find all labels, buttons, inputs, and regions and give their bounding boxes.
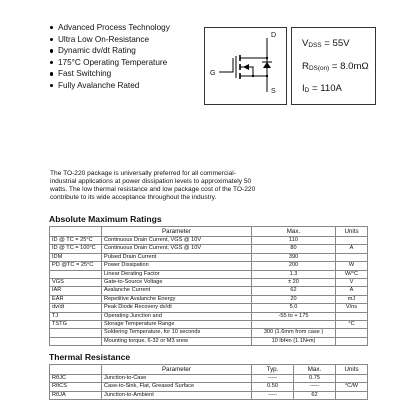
table-row (50, 245, 368, 253)
table-row (50, 329, 368, 337)
table-cell: 110 (252, 237, 336, 245)
table-row (50, 287, 368, 295)
bullet-icon (50, 49, 53, 52)
table-cell: W (336, 262, 368, 270)
table-cell: 300 (1.6mm from case ) (252, 329, 336, 337)
table-cell: V/ns (336, 304, 368, 312)
table-row (50, 312, 368, 320)
table-cell: Junction-to-Case (102, 375, 252, 383)
table-cell: 1.3 (252, 270, 336, 278)
id-spec (302, 83, 342, 94)
table-cell (336, 237, 368, 245)
table-row (50, 321, 368, 329)
table-cell: W/°C (336, 270, 368, 278)
table-cell: Power Dissipation (102, 262, 252, 270)
table-row (50, 279, 368, 287)
table-cell: 62 (294, 391, 336, 399)
feature-text: Advanced Process Technology (58, 23, 170, 32)
table-cell (336, 253, 368, 261)
feature-list (50, 22, 170, 92)
list-item (50, 57, 170, 69)
feature-text: Dynamic dv/dt Rating (58, 46, 136, 56)
table-cell: ID @ TC = 100°C (50, 245, 102, 253)
table-row (50, 337, 368, 345)
rds-subscript: DS(on) (308, 65, 330, 72)
table-cell: 10 lbf•in (1.1N•m) (252, 337, 336, 345)
id-subscript: D (304, 87, 310, 94)
id-value: = 110A (309, 83, 342, 94)
table-cell: 62 (252, 287, 336, 295)
table-header: Units (336, 365, 368, 375)
table-row (50, 383, 368, 391)
table-cell: Continuous Drain Current, VGS @ 10V (102, 245, 252, 253)
table-cell: 200 (252, 262, 336, 270)
table-cell (336, 337, 368, 345)
abs-max-title: Absolute Maximum Ratings (49, 214, 162, 224)
table-cell: °C/W (336, 383, 368, 391)
gate-label: G (210, 70, 216, 77)
table-cell: Avalanche Current (102, 287, 252, 295)
thermal-table (49, 364, 368, 400)
key-spec-box (291, 27, 376, 105)
table-cell: ----- (252, 375, 294, 383)
bullet-icon (50, 61, 53, 64)
table-cell: IDM (50, 253, 102, 261)
table-cell (50, 337, 102, 345)
table-cell: Linear Derating Factor (102, 270, 252, 278)
table-cell: Pulsed Drain Current (102, 253, 252, 261)
bullet-icon (50, 72, 53, 75)
table-cell: Junction-to-Ambient (102, 391, 252, 399)
table-cell: 390 (252, 253, 336, 261)
table-cell: PD @TC = 25°C (50, 262, 102, 270)
feature-text: Fast Switching (58, 69, 112, 79)
bullet-icon (50, 38, 53, 41)
table-cell: IAR (50, 287, 102, 295)
table-header-row (50, 227, 368, 237)
table-header (50, 227, 102, 237)
table-cell: mJ (336, 295, 368, 303)
table-cell: RθCS (50, 383, 102, 391)
table-row (50, 237, 368, 245)
table-header: Units (336, 227, 368, 237)
table-cell: ID @ TC = 25°C (50, 237, 102, 245)
table-cell (252, 321, 336, 329)
table-cell (336, 329, 368, 337)
table-cell: Soldering Temperature, for 10 seconds (102, 329, 252, 337)
list-item (50, 68, 170, 80)
vdss-subscript: DSS (308, 42, 322, 49)
table-header: Typ. (252, 365, 294, 375)
table-cell: Mounting torque, 6-32 or M3 srew (102, 337, 252, 345)
abs-max-table (49, 226, 368, 346)
description-paragraph: The TO-220 package is universally preferred for all commercial-industrial applications at power dissipation levels to approximately 50 watts. The low thermal resistance and low package cost of the TO-220 contribute to its wide acceptance throughout the industry. (50, 170, 256, 201)
table-header-row (50, 365, 368, 375)
table-row (50, 375, 368, 383)
table-header: Parameter (102, 365, 252, 375)
table-cell: ----- (252, 391, 294, 399)
table-cell: 5.0 (252, 304, 336, 312)
table-cell (50, 270, 102, 278)
source-label: S (271, 88, 276, 95)
list-item (50, 80, 170, 92)
table-header: Max. (294, 365, 336, 375)
table-cell: Continuous Drain Current, VGS @ 10V (102, 237, 252, 245)
table-row (50, 270, 368, 278)
table-cell: dv/dt (50, 304, 102, 312)
list-item (50, 34, 170, 46)
feature-text: 175°C Operating Temperature (58, 57, 168, 67)
table-cell: Operating Junction and (102, 312, 252, 320)
list-item (50, 22, 170, 34)
rds-value: = 8.0mΩ (329, 61, 369, 72)
table-cell: °C (336, 321, 368, 329)
bullet-icon (50, 84, 53, 87)
thermal-title: Thermal Resistance (49, 352, 131, 362)
feature-text: Fully Avalanche Rated (58, 80, 140, 90)
table-cell: ± 20 (252, 279, 336, 287)
table-cell: RθJA (50, 391, 102, 399)
rds-spec (302, 61, 369, 72)
list-item (50, 45, 170, 57)
vdss-spec (302, 38, 350, 49)
table-cell: Storage Temperature Range (102, 321, 252, 329)
table-cell: A (336, 287, 368, 295)
table-cell (336, 375, 368, 383)
table-header (50, 365, 102, 375)
table-cell: TSTG (50, 321, 102, 329)
table-cell: RθJC (50, 375, 102, 383)
table-cell: 80 (252, 245, 336, 253)
table-cell: Peak Diode Recovery dv/dt (102, 304, 252, 312)
feature-text: Ultra Low On-Resistance (58, 34, 150, 44)
table-row (50, 391, 368, 399)
table-row (50, 262, 368, 270)
table-cell: ----- (294, 383, 336, 391)
table-row (50, 304, 368, 312)
table-header: Max. (252, 227, 336, 237)
rds-symbol: R (302, 61, 309, 72)
table-row (50, 295, 368, 303)
id-symbol: I (302, 83, 305, 94)
table-cell (336, 312, 368, 320)
table-cell: VGS (50, 279, 102, 287)
table-row (50, 253, 368, 261)
table-cell (50, 329, 102, 337)
table-cell: V (336, 279, 368, 287)
drain-label: D (271, 32, 277, 39)
table-cell: -55 to + 175 (252, 312, 336, 320)
mosfet-symbol-box (204, 27, 287, 105)
table-cell: A (336, 245, 368, 253)
table-cell: TJ (50, 312, 102, 320)
table-cell: 20 (252, 295, 336, 303)
table-cell (336, 391, 368, 399)
vdss-value: = 55V (321, 38, 350, 49)
table-cell: 0.50 (252, 383, 294, 391)
table-cell: EAR (50, 295, 102, 303)
table-cell: Repetitive Avalanche Energy (102, 295, 252, 303)
table-cell: Gate-to-Source Voltage (102, 279, 252, 287)
table-cell: 0.75 (294, 375, 336, 383)
table-cell: Case-to-Sink, Flat, Greased Surface (102, 383, 252, 391)
vdss-symbol: V (302, 38, 309, 49)
table-header: Parameter (102, 227, 252, 237)
bullet-icon (50, 26, 53, 29)
